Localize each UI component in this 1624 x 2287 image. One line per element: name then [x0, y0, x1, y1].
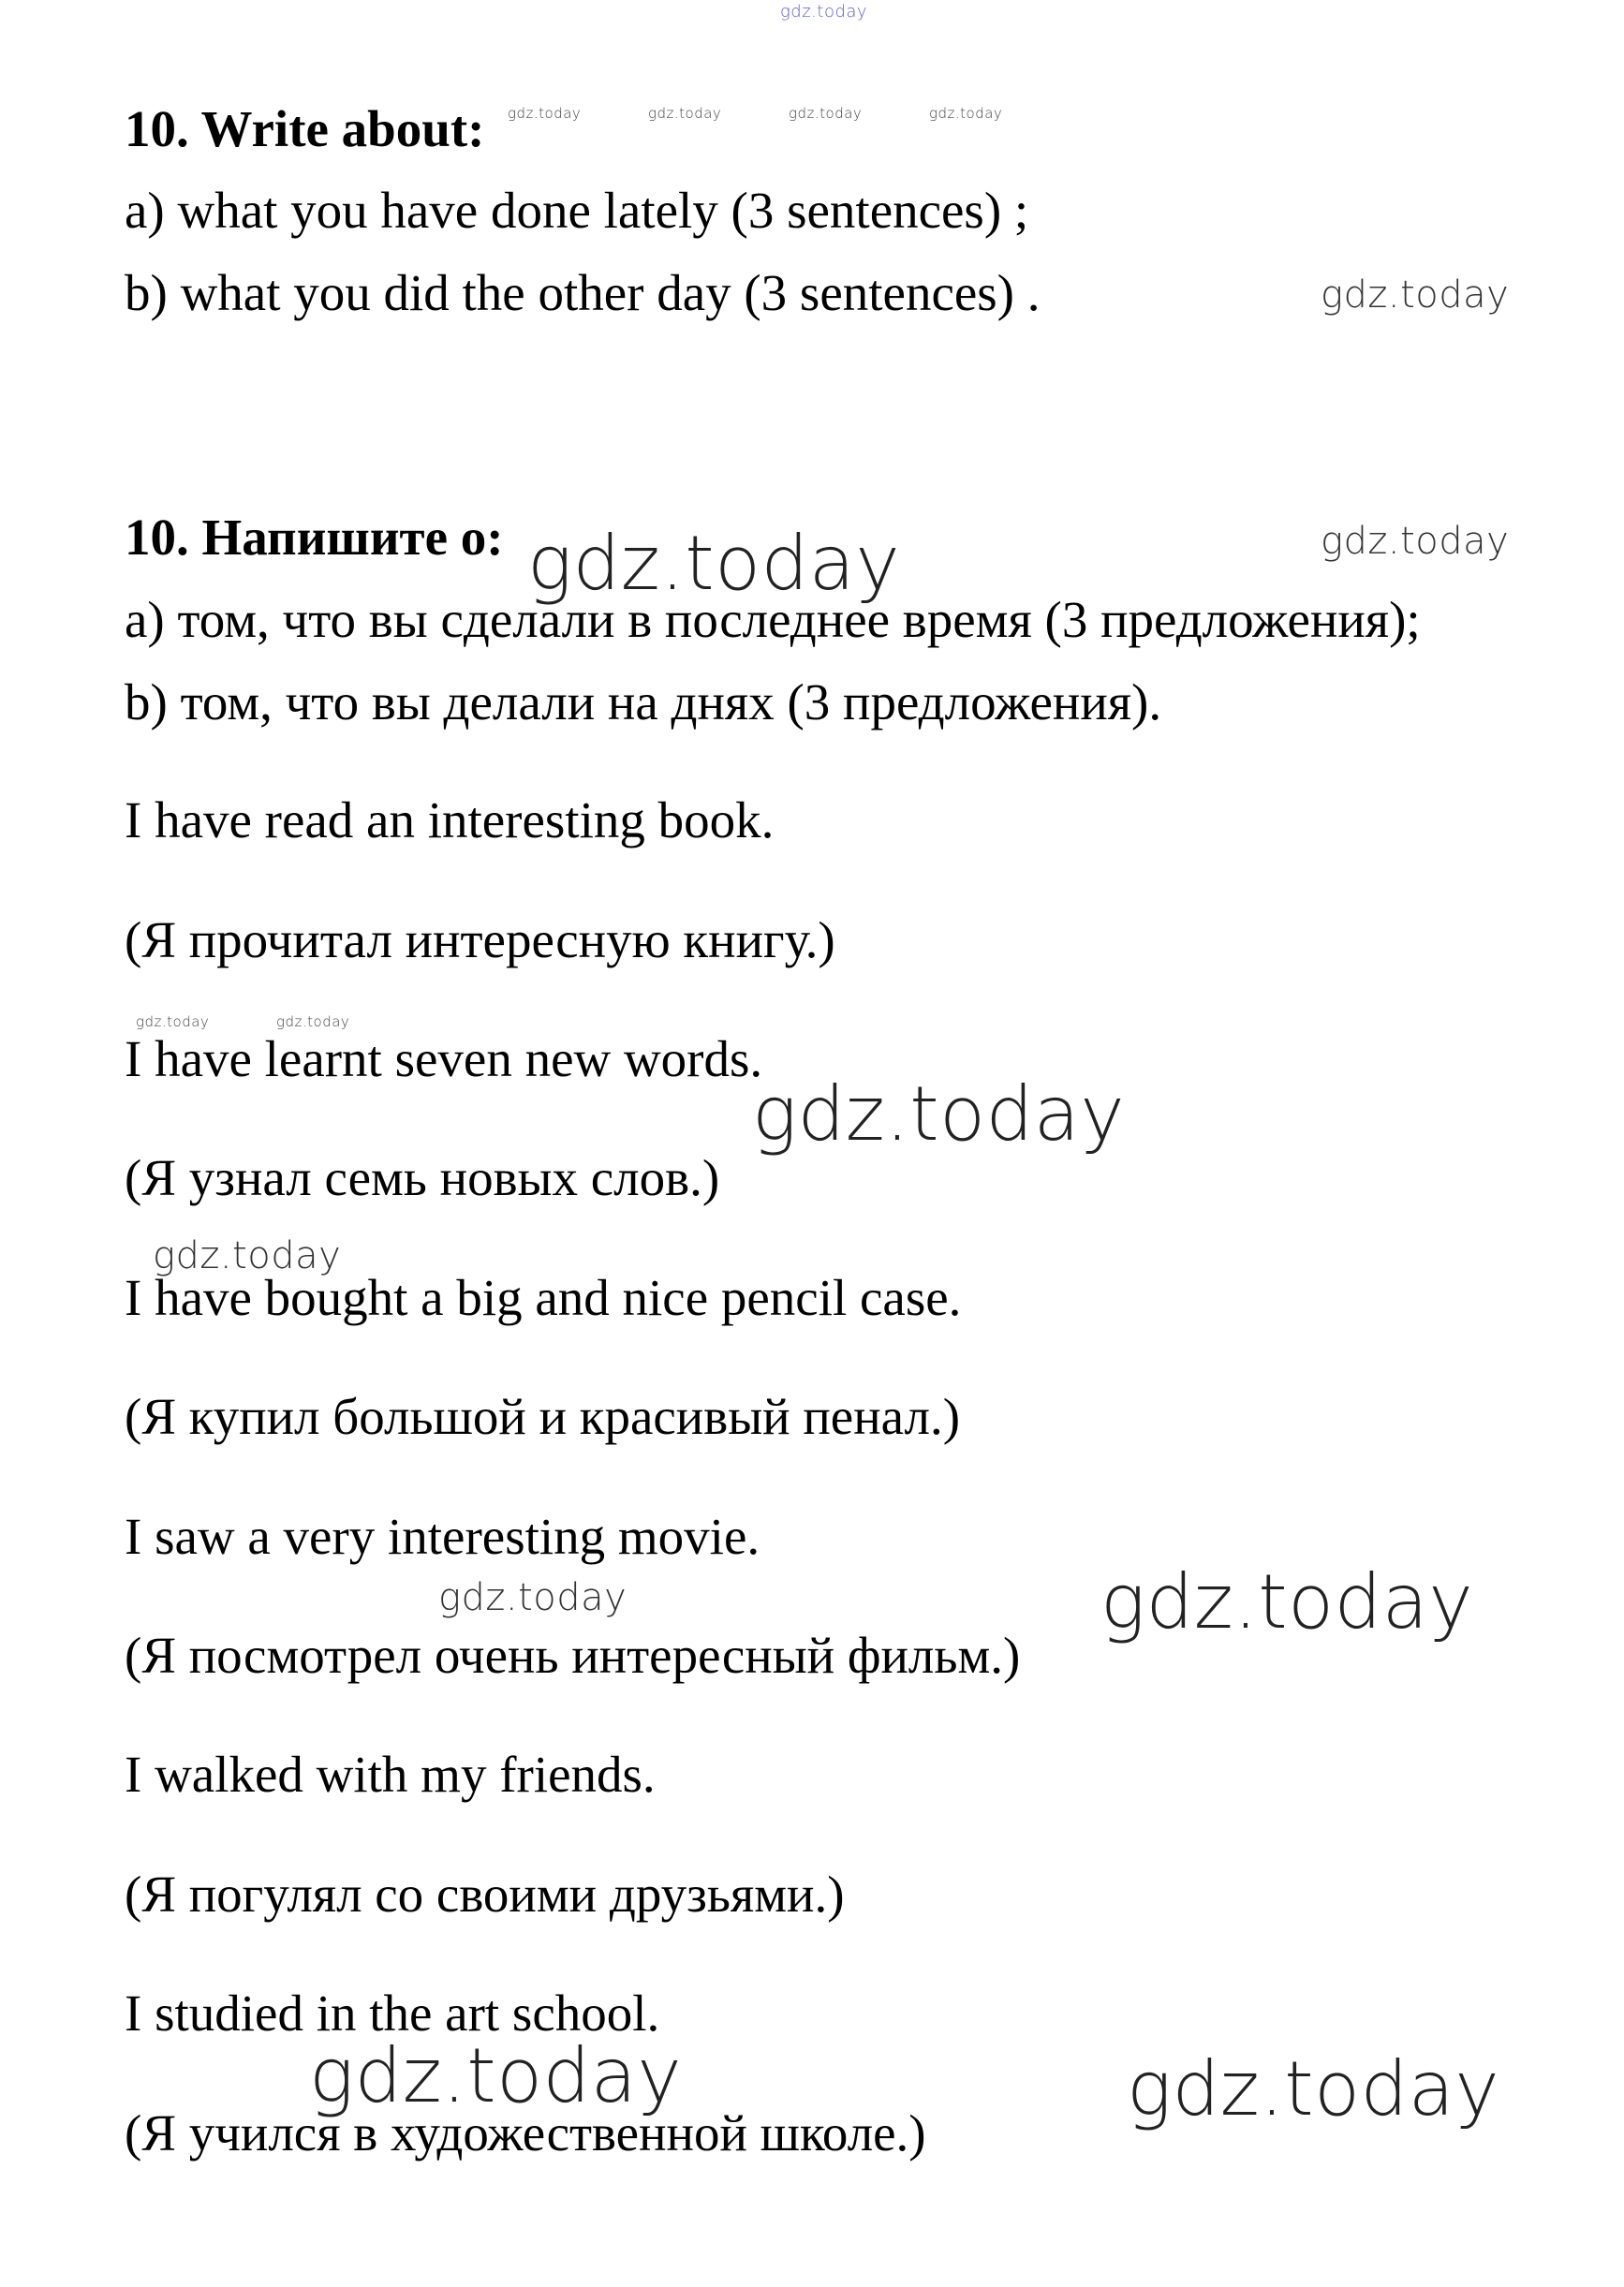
- answer-4-russian: (Я посмотрел очень интересный фильм.): [125, 1627, 1021, 1684]
- answer-1-russian: (Я прочитал интересную книгу.): [125, 911, 835, 968]
- watermark-small-2: gdz.today: [1321, 520, 1510, 563]
- answer-3-russian: (Я купил большой и красивый пенал.): [125, 1388, 961, 1445]
- answer-1-english: I have read an interesting book.: [125, 791, 775, 848]
- answer-2-english: I have learnt seven new words.: [125, 1030, 763, 1087]
- watermark-tiny-3: gdz.today: [789, 105, 863, 122]
- watermark-big-1: gdz.today: [527, 520, 901, 607]
- watermark-tiny-5: gdz.today: [136, 1013, 210, 1030]
- russian-task-item-b: b) том, что вы делали на днях (3 предложения).: [125, 673, 1162, 730]
- watermark-tiny-2: gdz.today: [648, 105, 722, 122]
- watermark-big-5: gdz.today: [1127, 2045, 1500, 2132]
- english-task-title: 10. Write about:: [125, 100, 485, 157]
- answer-5-english: I walked with my friends.: [125, 1746, 656, 1803]
- watermark-tiny-1: gdz.today: [508, 105, 582, 122]
- answer-5-russian: (Я погулял со своими друзьями.): [125, 1866, 845, 1923]
- watermark-tiny-6: gdz.today: [276, 1013, 350, 1030]
- watermark-big-4: gdz.today: [309, 2032, 683, 2119]
- answer-4-english: I saw a very interesting movie.: [125, 1508, 760, 1565]
- english-task-item-a: a) what you have done lately (3 sentences) ;: [125, 182, 1029, 239]
- watermark-small-1: gdz.today: [1321, 273, 1510, 317]
- watermark-big-2: gdz.today: [752, 1070, 1126, 1158]
- watermark-tiny-4: gdz.today: [929, 105, 1003, 122]
- watermark-big-3: gdz.today: [1100, 1558, 1474, 1645]
- english-task-item-b: b) what you did the other day (3 sentences) .: [125, 264, 1041, 321]
- watermark-small-3: gdz.today: [153, 1234, 342, 1277]
- russian-task-title: 10. Напишите о:: [125, 509, 504, 566]
- russian-task-item-a: a) том, что вы сделали в последнее время (3 предложения);: [125, 591, 1421, 648]
- answer-3-english: I have bought a big and nice pencil case.: [125, 1269, 962, 1326]
- watermark-top: gdz.today: [780, 2, 868, 22]
- watermark-small-4: gdz.today: [438, 1576, 627, 1619]
- answer-6-russian: (Я учился в художественной школе.): [125, 2104, 926, 2162]
- answer-6-english: I studied in the art school.: [125, 1985, 660, 2042]
- answer-2-russian: (Я узнал семь новых слов.): [125, 1149, 720, 1206]
